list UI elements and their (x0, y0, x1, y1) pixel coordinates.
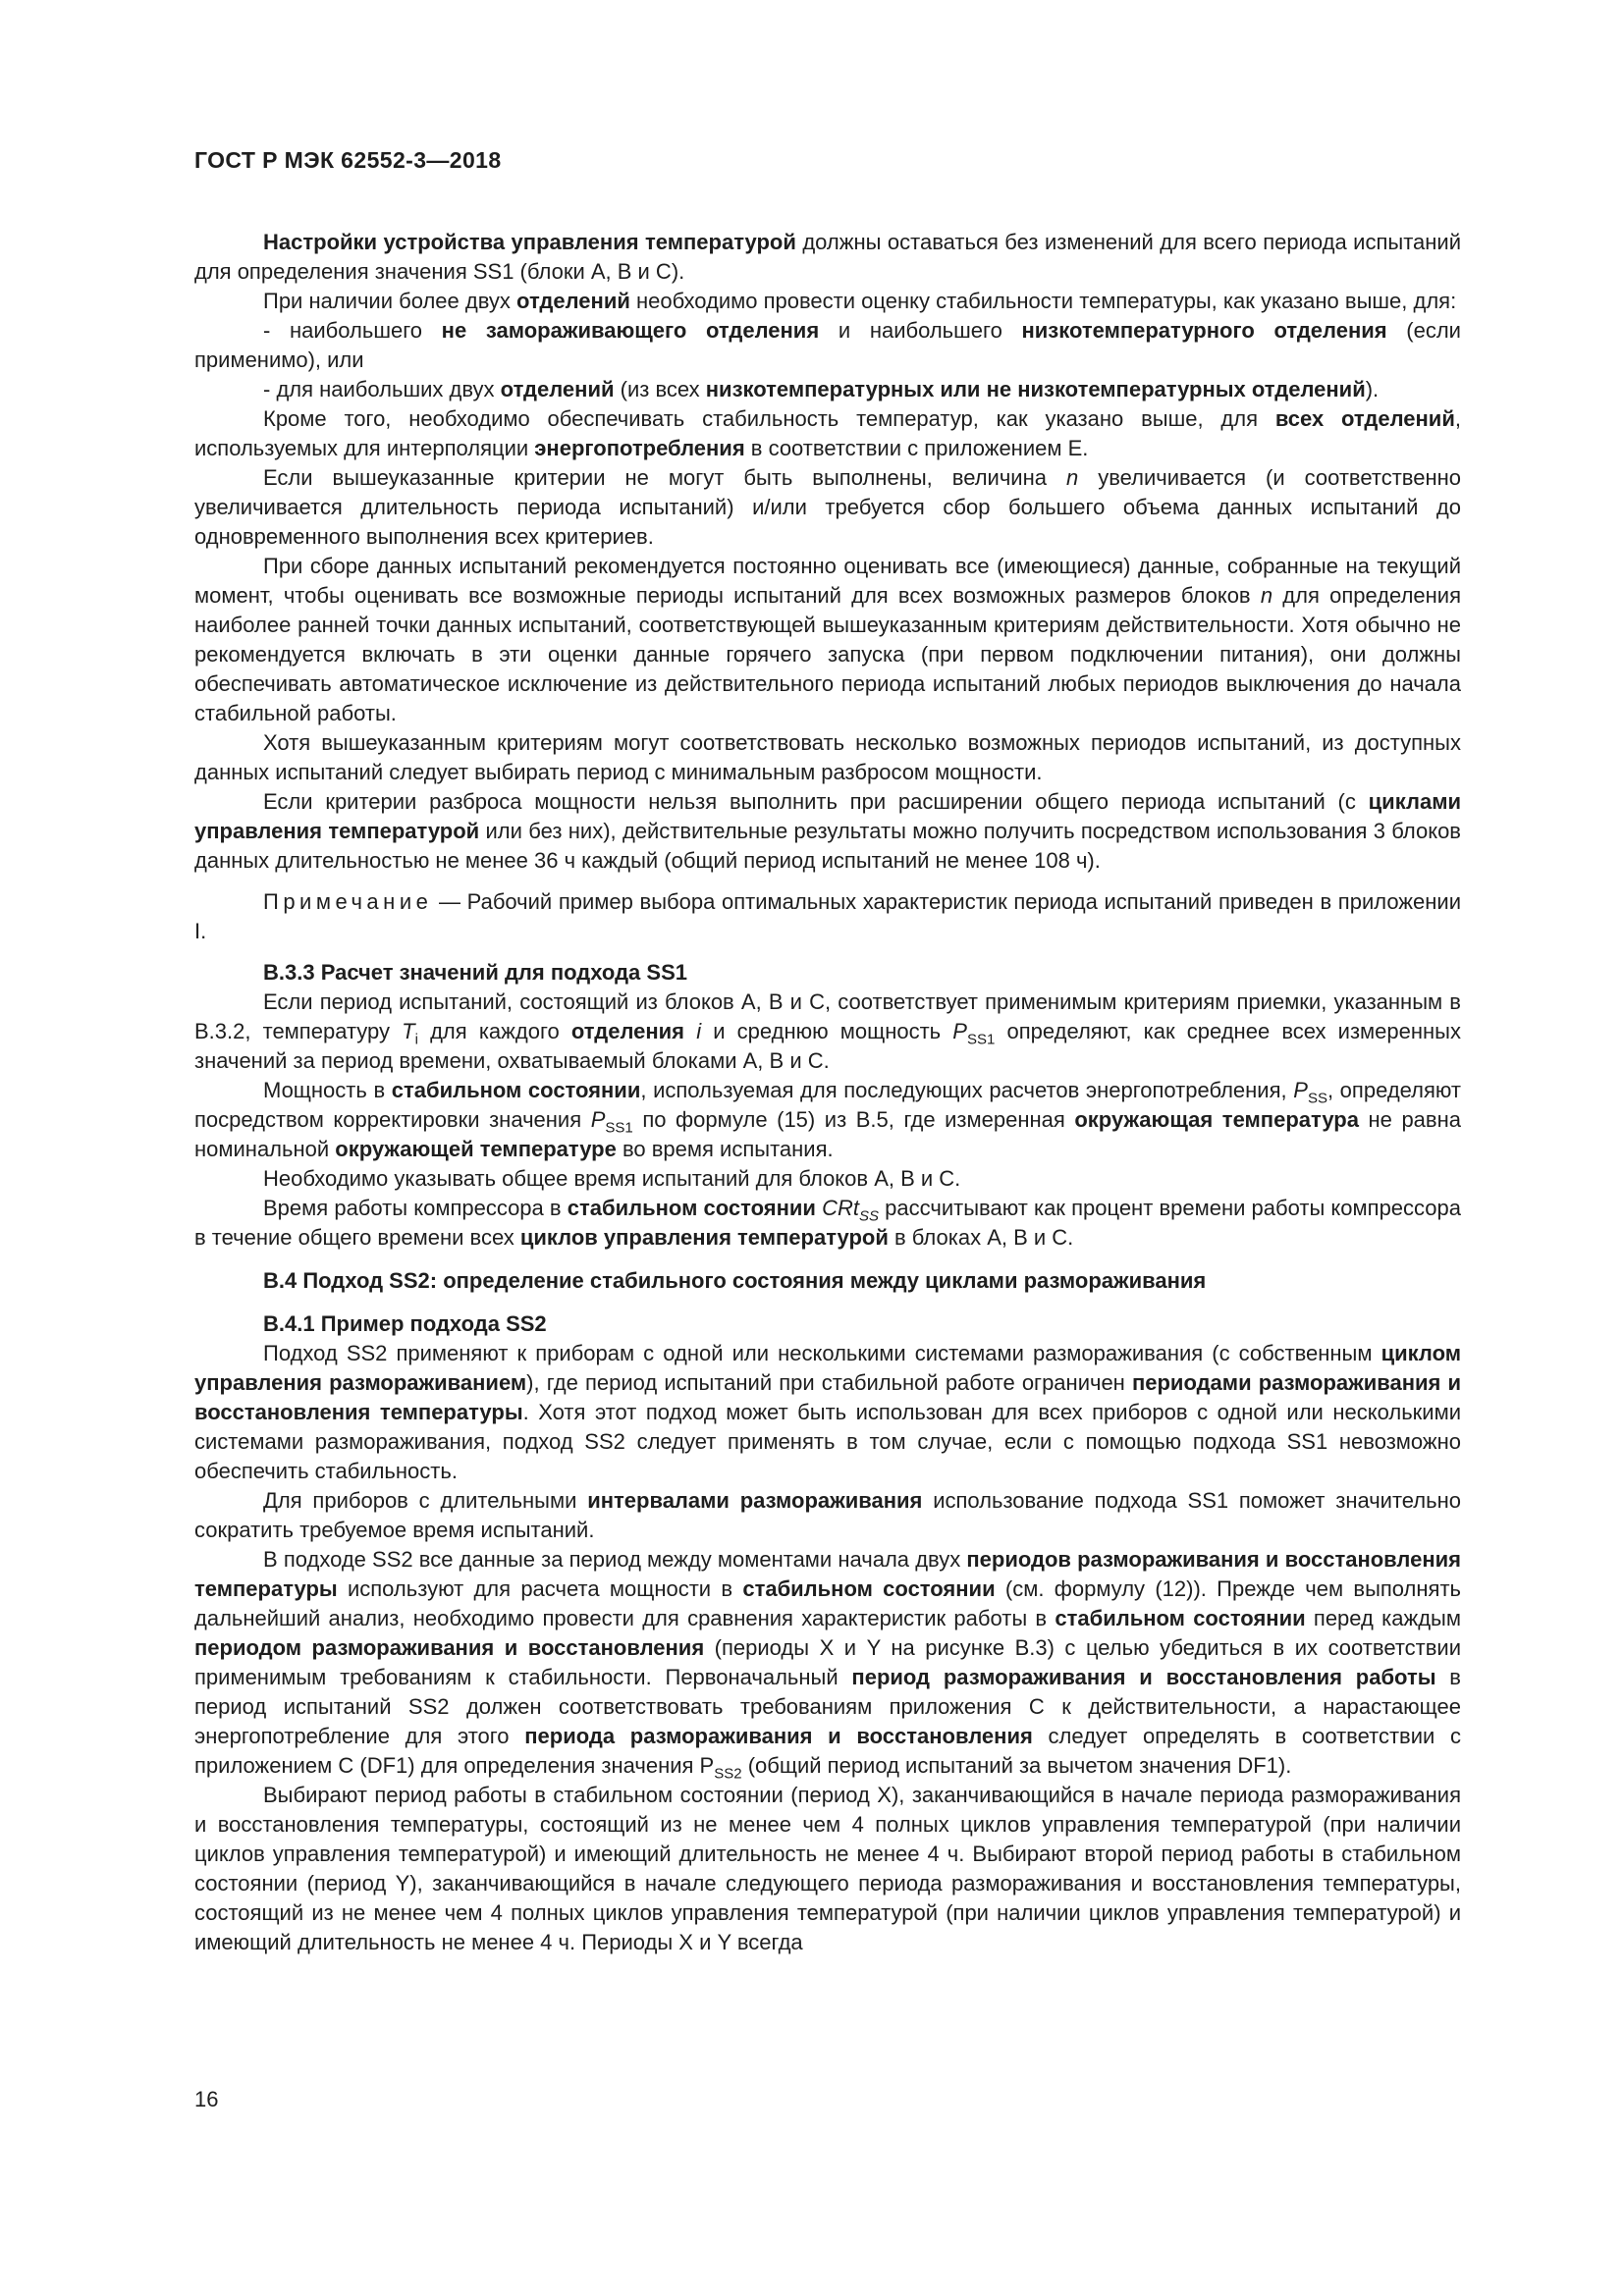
paragraph: Выбирают период работы в стабильном состоянии (период X), заканчивающийся в начале периода размораживания и восстановления температуры, состоящий из не менее чем 4 полных циклов управления температурой (при наличии циклов управления температурой) и имеющий длительность не менее 4 ч. Выбирают второй период работы в стабильном состоянии (период Y), заканчивающийся в начале следующего периода размораживания и восстановления температуры, состоящий из не менее чем 4 полных циклов управления температурой (при наличии циклов управления температурой) и имеющий длительность не менее 4 ч. Периоды X и Y всегда (194, 1783, 1461, 1954)
page-number: 16 (194, 2087, 219, 2111)
paragraph: При сборе данных испытаний рекомендуется постоянно оценивать все (имеющиеся) данные, собранные на текущий момент, чтобы оценивать все возможные периоды испытаний для всех возможных размеров блоков n для определения наиболее ранней точки данных испытаний, соответствующей вышеуказанным критериям действительности. Хотя обычно не рекомендуется включать в эти оценки данные горячего запуска (при первом подключении питания), они должны обеспечивать автоматическое исключение из действительного периода испытаний любых периодов выключения до начала стабильной работы. (194, 554, 1461, 725)
section-heading-b41: В.4.1 Пример подхода SS2 (263, 1311, 547, 1336)
paragraph: Для приборов с длительными интервалами размораживания использование подхода SS1 поможет значительно сократить требуемое время испытаний. (194, 1488, 1461, 1542)
paragraph: Мощность в стабильном состоянии, используемая для последующих расчетов энергопотребления, $P_{SS}$, определяют посредством корректировки значения $P_{SS1}$ по формуле (15) из В.5, где измеренная окружающая температура не равна номинальной окружающей температуре во время испытания. (194, 1078, 1461, 1161)
section-heading-b33: В.3.3 Расчет значений для подхода SS1 (263, 960, 687, 985)
paragraph: При наличии более двух отделений необходимо провести оценку стабильности температуры, как указано выше, для: (263, 289, 1457, 313)
document-header: ГОСТ Р МЭК 62552-3—2018 (194, 147, 502, 173)
paragraph: Время работы компрессора в стабильном состоянии CRt$_{SS}$ рассчитывают как процент времени работы компрессора в течение общего времени всех циклов управления температурой в блоках А, В и С. (194, 1196, 1461, 1250)
paragraph: Хотя вышеуказанным критериям могут соответствовать несколько возможных периодов испытаний, из доступных данных испытаний следует выбирать период с минимальным разбросом мощности. (194, 730, 1461, 784)
paragraph: Если период испытаний, состоящий из блоков А, В и С, соответствует применимым критериям приемки, указанным в В.3.2, температуру $T_i$ для каждого отделения i и среднюю мощность $P_{SS1}$ определяют, как среднее всех измеренных значений за период времени, охватываемый блоками А, В и С. (194, 989, 1461, 1073)
paragraph: В подходе SS2 все данные за период между моментами начала двух периодов размораживания и восстановления температуры используют для расчета мощности в стабильном состоянии (см. формулу (12)). Прежде чем выполнять дальнейший анализ, необходимо провести для сравнения характеристик работы в стабильном состоянии перед каждым периодом размораживания и восстановления (периоды X и Y на рисунке В.3) с целью убедиться в их соответствии применимым требованиям к стабильности. Первоначальный период размораживания и восстановления работы в период испытаний SS2 должен соответствовать требованиям приложения С к действительности, а нарастающее энергопотребление для этого периода размораживания и восстановления следует определять в соответствии с приложением С (DF1) для определения значения $P_{SS2}$ (общий период испытаний за вычетом значения DF1). (194, 1547, 1462, 1783)
document-body (194, 228, 1461, 1957)
section-heading-b4: В.4 Подход SS2: определение стабильного состояния между циклами размораживания (263, 1268, 1207, 1293)
note: Примечание — Рабочий пример выбора оптимальных характеристик периода испытаний приведен в приложении I. (194, 889, 1461, 943)
paragraph: Настройки устройства управления температурой должны оставаться без изменений для всего периода испытаний для определения значения SS1 (блоки А, В и С). (194, 230, 1461, 284)
list-item: - наибольшего не замораживающего отделения и наибольшего низкотемпературного отделения (если применимо), или (194, 318, 1461, 372)
paragraph: Необходимо указывать общее время испытаний для блоков А, В и С. (263, 1166, 961, 1191)
paragraph: Кроме того, необходимо обеспечивать стабильность температур, как указано выше, для всех отделений, используемых для интерполяции энергопотребления в соответствии с приложением Е. (194, 406, 1461, 460)
paragraph: Если вышеуказанные критерии не могут быть выполнены, величина n увеличивается (и соответственно увеличивается длительность периода испытаний) и/или требуется сбор большего объема данных испытаний до одновременного выполнения всех критериев. (194, 465, 1461, 549)
paragraph: Если критерии разброса мощности нельзя выполнить при расширении общего периода испытаний (с циклами управления температурой или без них), действительные результаты можно получить посредством использования 3 блоков данных длительностью не менее 36 ч каждый (общий период испытаний не менее 108 ч). (194, 789, 1461, 873)
note-label: Примечание (263, 889, 433, 914)
list-item: - для наибольших двух отделений (из всех низкотемпературных или не низкотемпературных отделений). (263, 377, 1380, 401)
paragraph: Подход SS2 применяют к приборам с одной или несколькими системами размораживания (с собственным циклом управления размораживанием), где период испытаний при стабильной работе ограничен периодами размораживания и восстановления температуры. Хотя этот подход может быть использован для всех приборов с одной или несколькими системами размораживания, подход SS2 следует применять в том случае, если с помощью подхода SS1 невозможно обеспечить стабильность. (194, 1341, 1462, 1483)
